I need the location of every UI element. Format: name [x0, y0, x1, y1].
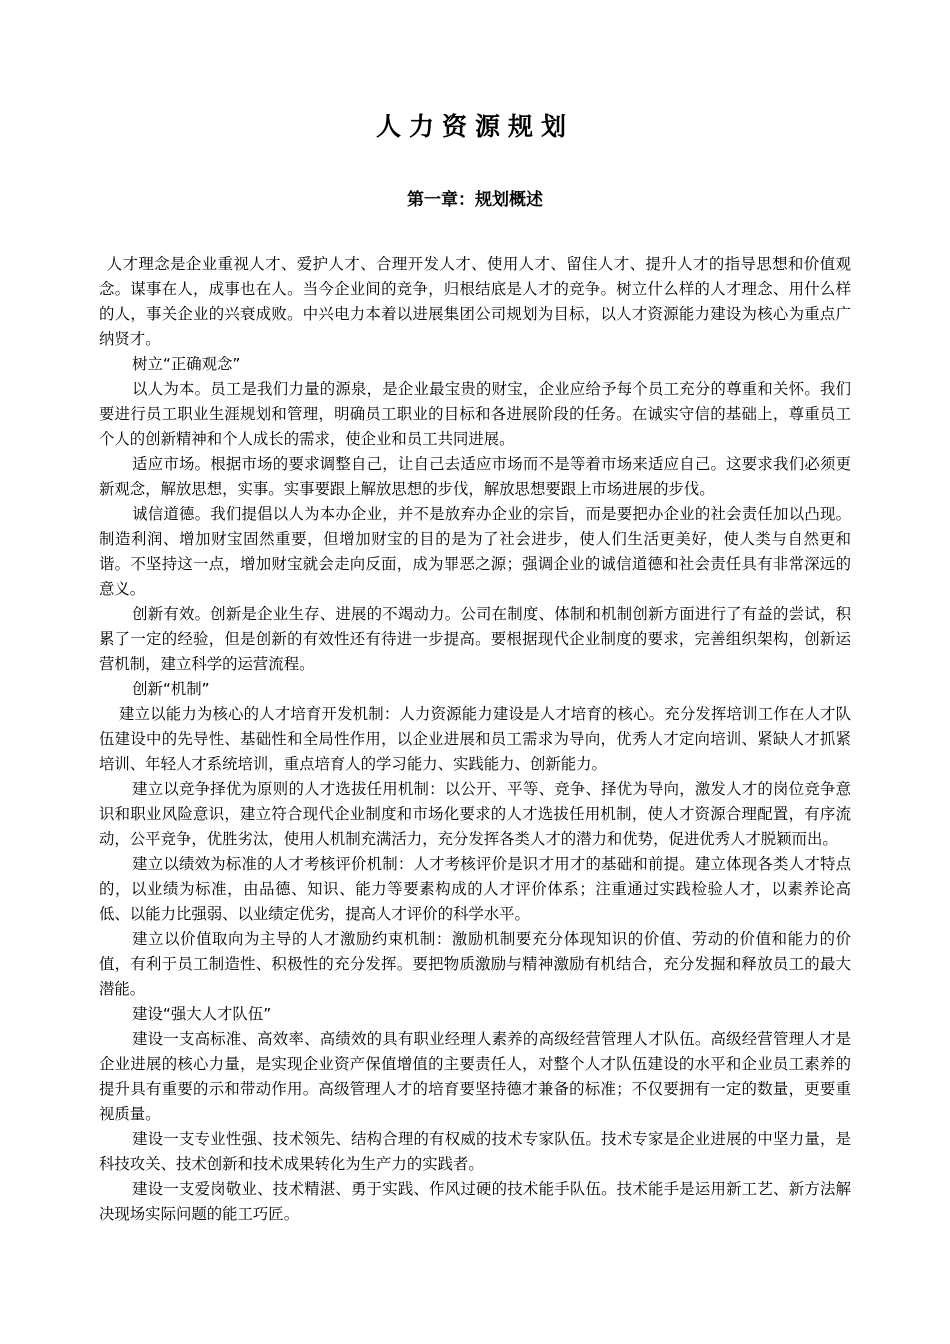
paragraph: 人才理念是企业重视人才、爱护人才、合理开发人才、使用人才、留住人才、提升人才的指导思想和价值观念。谋事在人，成事也在人。当今企业间的竞争，归根结底是人才的竞争。树立什么样的人才理念、用什么样的人，事关企业的兴衰成败。中兴电力本着以进展集团公司规划为目标，以人才资源能力建设为核心为重点广纳贤才。 [99, 255, 851, 348]
paragraph: 建设一支高标准、高效率、高绩效的具有职业经理人素养的高级经营管理人才队伍。高级经营管理人才是企业进展的核心力量，是实现企业资产保值增值的主要责任人，对整个人才队伍建设的水平和企业员工素养的提升具有重要的示和带动作用。高级管理人才的培育要坚持德才兼备的标准；不仅要拥有一定的数量，更要重视质量。 [99, 1030, 851, 1123]
paragraph: 以人为本。员工是我们力量的源泉，是企业最宝贵的财宝，企业应给予每个员工充分的尊重和关怀。我们要进行员工职业生涯规划和管理，明确员工职业的目标和各进展阶段的任务。在诚实守信的基础上，尊重员工个人的创新精神和个人成长的需求，使企业和员工共同进展。 [99, 380, 851, 448]
paragraph: 建立以绩效为标准的人才考核评价机制：人才考核评价是识才用才的基础和前提。建立体现各类人才特点的，以业绩为标准，由品德、知识、能力等要素构成的人才评价体系；注重通过实践检验人才，以素养论高低、以能力比强弱、以业绩定优劣，提高人才评价的科学水平。 [99, 855, 851, 923]
paragraph: 建立以价值取向为主导的人才激励约束机制：激励机制要充分体现知识的价值、劳动的价值和能力的价值，有利于员工制造性、积极性的充分发挥。要把物质激励与精神激励有机结合，充分发掘和释放员工的最大潜能。 [99, 930, 851, 998]
document-title: 人力资源规划 [375, 112, 574, 141]
paragraph: 诚信道德。我们提倡以人为本办企业，并不是放弃办企业的宗旨，而是要把办企业的社会责任加以凸现。制造利润、增加财宝固然重要，但增加财宝的目的是为了社会进步，使人们生活更美好，使人类与自然更和谐。不坚持这一点，增加财宝就会走向反面，成为罪恶之源；强调企业的诚信道德和社会责任具有非常深远的意义。 [99, 505, 851, 598]
document-body [99, 252, 851, 1227]
section-label: 创新“机制” [132, 680, 210, 698]
paragraph: 建设一支爱岗敬业、技术精湛、勇于实践、作风过硬的技术能手队伍。技术能手是运用新工艺、新方法解决现场实际问题的能工巧匠。 [99, 1180, 851, 1223]
paragraph: 建立以能力为核心的人才培育开发机制：人力资源能力建设是人才培育的核心。充分发挥培训工作在人才队伍建设中的先导性、基础性和全局性作用，以企业进展和员工需求为导向，优秀人才定向培训、紧缺人才抓紧培训、年轻人才系统培训，重点培育人的学习能力、实践能力、创新能力。 [99, 705, 851, 773]
paragraph: 建立以竞争择优为原则的人才选拔任用机制：以公开、平等、竞争、择优为导向，激发人才的岗位竞争意识和职业风险意识，建立符合现代企业制度和市场化要求的人才选拔任用机制，使人才资源合理配置，有序流动，公平竞争，优胜劣汰，使用人机制充满活力，充分发挥各类人才的潜力和优势，促进优秀人才脱颖而出。 [99, 780, 851, 848]
paragraph: 适应市场。根据市场的要求调整自己，让自己去适应市场而不是等着市场来适应自己。这要求我们必须更新观念，解放思想，实事。实事要跟上解放思想的步伐，解放思想要跟上市场进展的步伐。 [99, 455, 851, 498]
chapter-heading: 第一章：规划概述 [407, 190, 543, 210]
section-label: 树立“正确观念” [132, 355, 241, 373]
paragraph: 创新有效。创新是企业生存、进展的不竭动力。公司在制度、体制和机制创新方面进行了有益的尝试，积累了一定的经验，但是创新的有效性还有待进一步提高。要根据现代企业制度的要求，完善组织架构，创新运营机制，建立科学的运营流程。 [99, 605, 851, 673]
paragraph: 建设一支专业性强、技术领先、结构合理的有权威的技术专家队伍。技术专家是企业进展的中坚力量，是科技攻关、技术创新和技术成果转化为生产力的实践者。 [99, 1130, 851, 1173]
section-label: 建设“强大人才队伍” [132, 1005, 272, 1023]
